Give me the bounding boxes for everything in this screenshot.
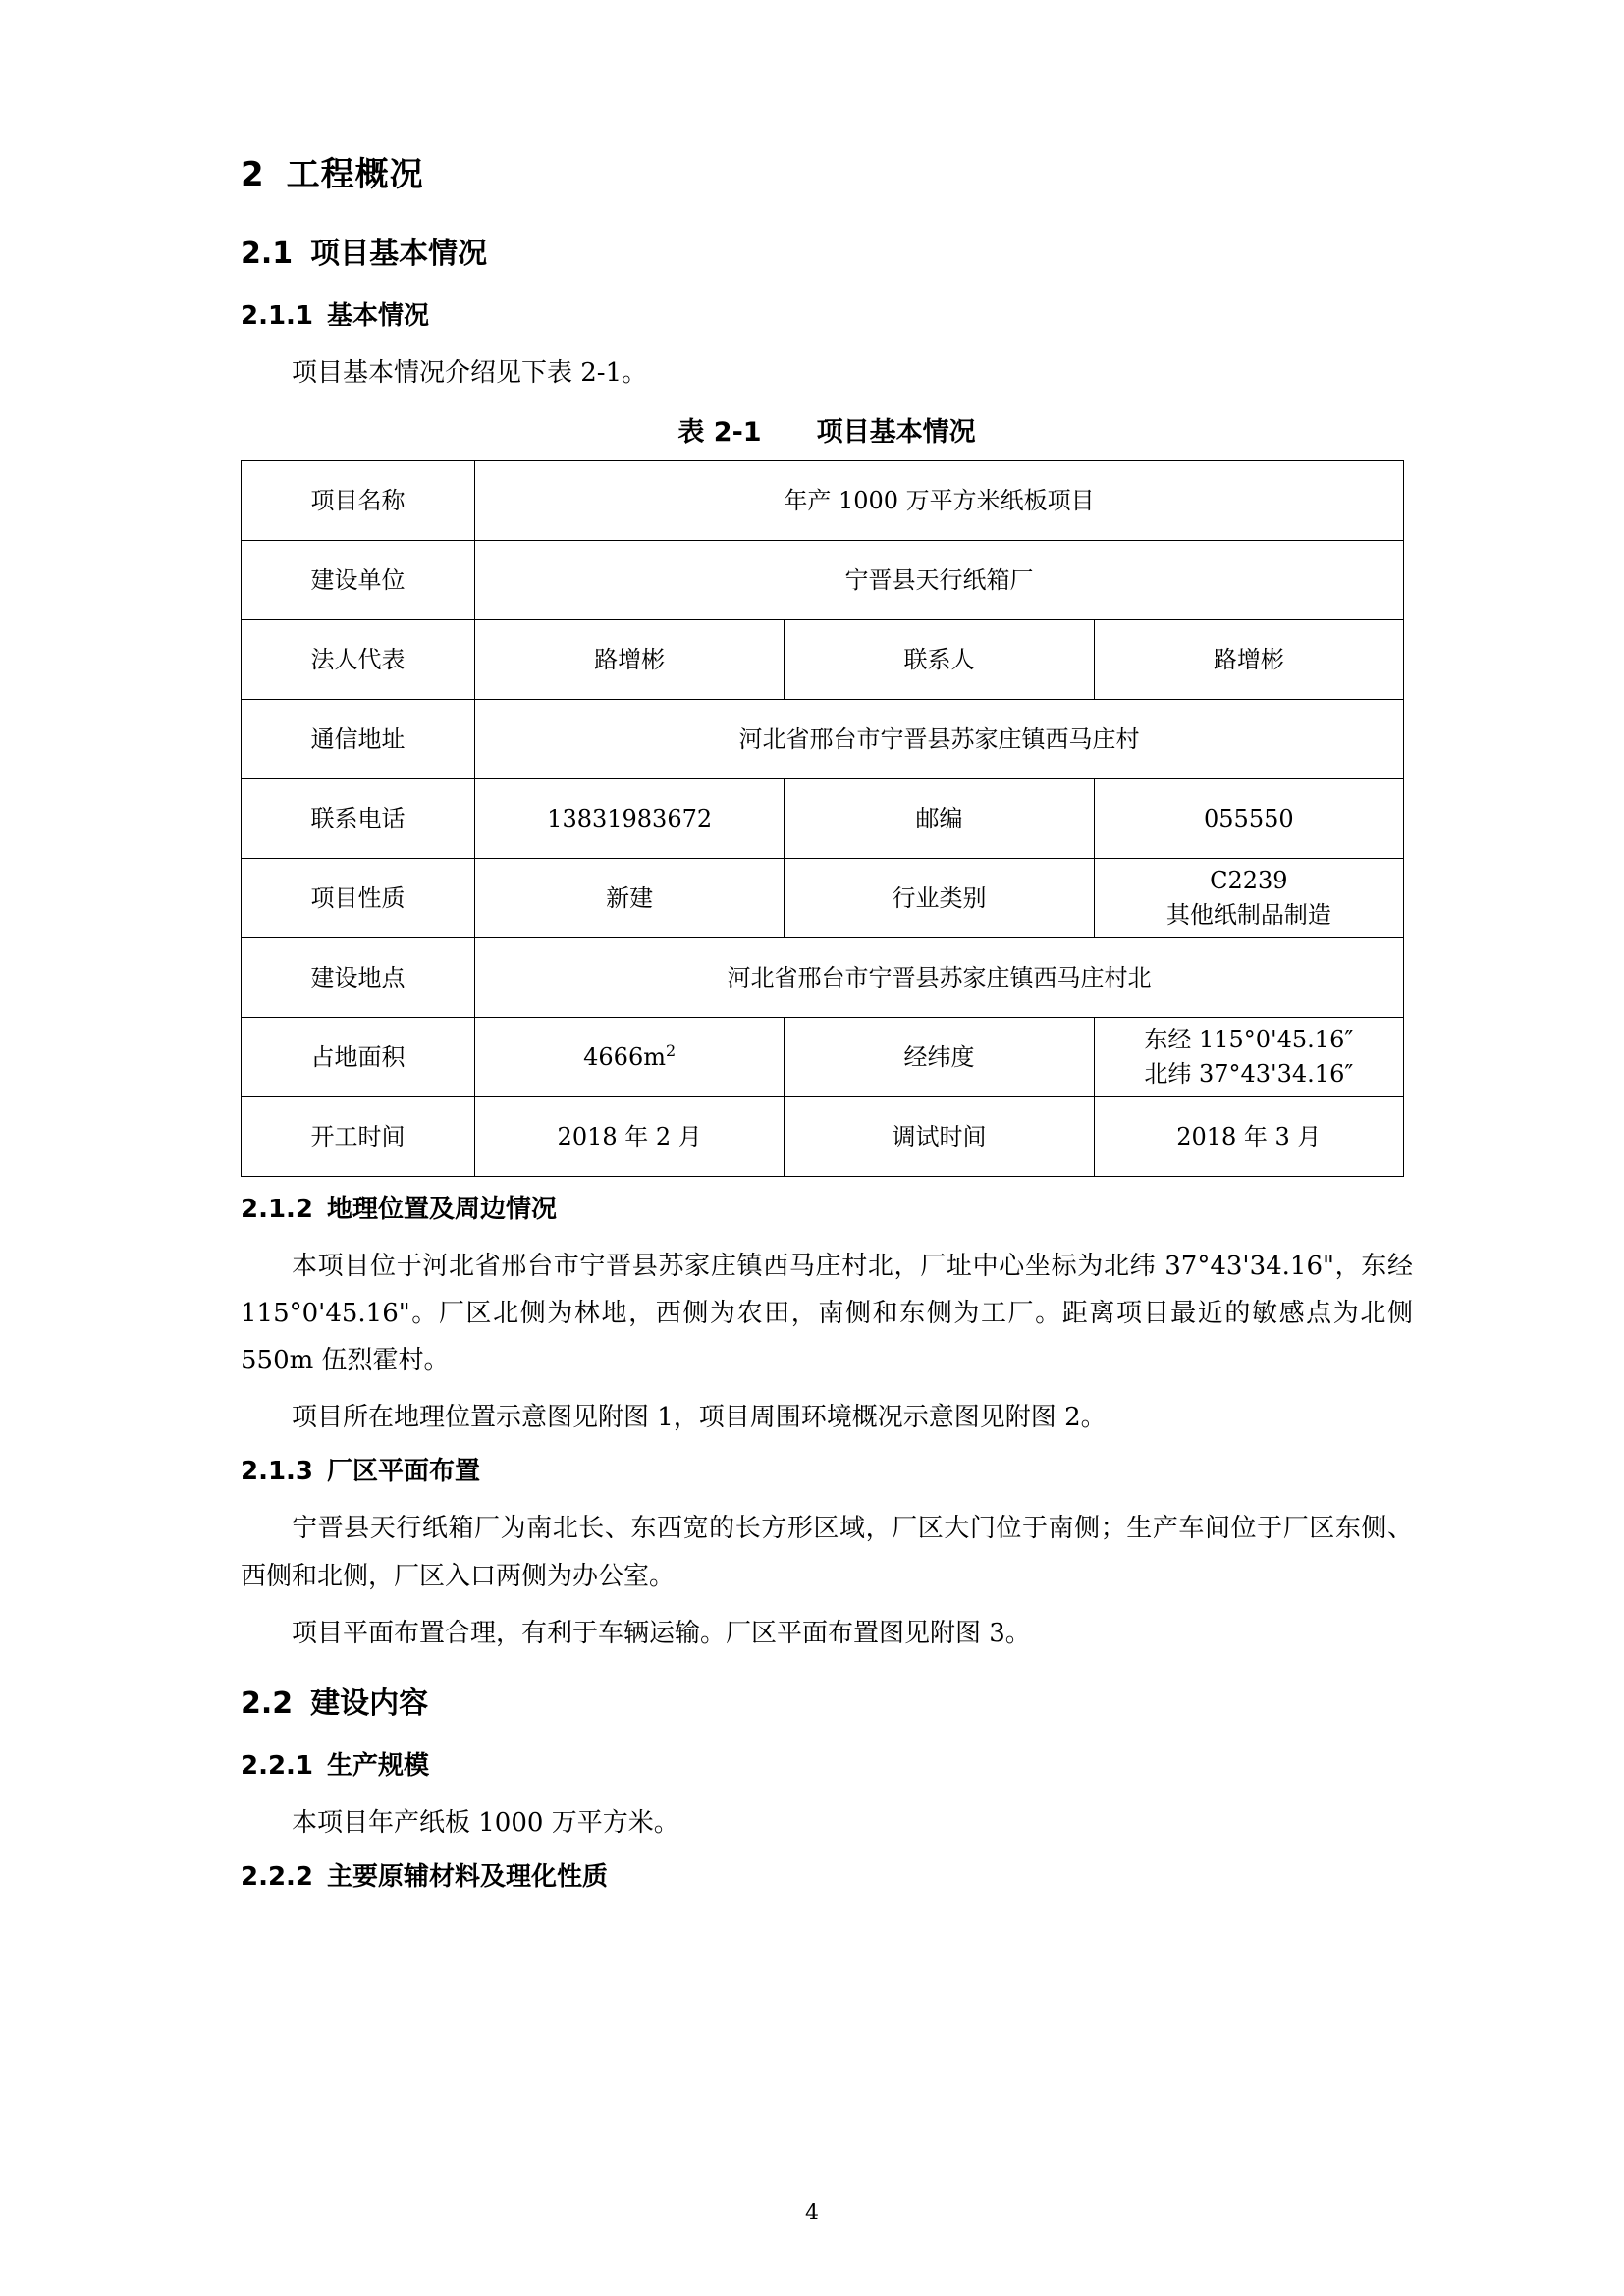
- paragraph-plant-layout: 宁晋县天行纸箱厂为南北长、东西宽的长方形区域，厂区大门位于南侧；生产车间位于厂区东侧、西侧和北侧，厂区入口两侧为办公室。: [241, 1514, 1413, 1591]
- section-number: 2.2.1: [241, 1750, 314, 1781]
- cell-label: 经纬度: [785, 1018, 1094, 1097]
- paragraph-intro-table: 项目基本情况介绍见下表 2-1。: [292, 358, 648, 388]
- table-caption-title: 项目基本情况: [816, 417, 976, 449]
- section-title: 建设内容: [310, 1685, 429, 1721]
- heading-2-2-1: [241, 1745, 1413, 1782]
- cell-label: 通信地址: [242, 700, 475, 779]
- heading-2-1-3: [241, 1451, 1413, 1487]
- heading-2-1-2: [241, 1189, 1413, 1225]
- page-title: [241, 147, 1413, 195]
- section-number: 2.1: [241, 237, 294, 271]
- section-number: 2.1.3: [241, 1457, 314, 1487]
- cell-value: [475, 1018, 785, 1097]
- cell-value: 新建: [475, 859, 785, 938]
- heading-2-1-1: [241, 295, 1413, 332]
- project-basic-info-table: [241, 460, 1404, 1177]
- cell-label: 行业类别: [785, 859, 1094, 938]
- cell-value: 2018 年 3 月: [1094, 1097, 1403, 1177]
- cell-label: 项目名称: [242, 461, 475, 541]
- cell-value: 河北省邢台市宁晋县苏家庄镇西马庄村: [475, 700, 1404, 779]
- longitude: 东经 115°0'45.16″: [1144, 1026, 1354, 1054]
- table-row: [242, 461, 1404, 541]
- page-number: 4: [805, 2201, 819, 2225]
- cell-label: 建设地点: [242, 938, 475, 1018]
- cell-label: 占地面积: [242, 1018, 475, 1097]
- cell-label: 开工时间: [242, 1097, 475, 1177]
- heading-2-2: [241, 1679, 1413, 1722]
- cell-value: 路增彬: [475, 620, 785, 700]
- cell-label: 邮编: [785, 779, 1094, 859]
- paragraph-location: 本项目位于河北省邢台市宁晋县苏家庄镇西马庄村北，厂址中心坐标为北纬 37°43'34.16"，东经 115°0'45.16"。厂区北侧为林地，西侧为农田，南侧和东侧为工厂。距离项目最近的敏感点为北侧 550m 伍烈霍村。: [241, 1252, 1413, 1376]
- cell-label: 法人代表: [242, 620, 475, 700]
- section-title: 基本情况: [327, 301, 430, 331]
- table-row: [242, 700, 1404, 779]
- cell-value: [1094, 1018, 1403, 1097]
- cell-label: 项目性质: [242, 859, 475, 938]
- paragraph-location-figures: 项目所在地理位置示意图见附图 1，项目周围环境概况示意图见附图 2。: [292, 1403, 1107, 1433]
- cell-label: 联系人: [785, 620, 1094, 700]
- area-unit-exponent: 2: [665, 1041, 677, 1061]
- section-number: 2.1.1: [241, 301, 314, 331]
- cell-value: 宁晋县天行纸箱厂: [475, 541, 1404, 620]
- cell-value: 055550: [1094, 779, 1403, 859]
- heading-2-2-2: [241, 1856, 1413, 1893]
- area-value: 4666m: [583, 1043, 666, 1072]
- paragraph-production-scale: 本项目年产纸板 1000 万平方米。: [292, 1807, 679, 1838]
- industry-name: 其他纸制品制造: [1165, 901, 1331, 930]
- cell-value: 2018 年 2 月: [475, 1097, 785, 1177]
- heading-2-1: [241, 229, 1413, 272]
- table-caption-label: 表 2-1: [677, 417, 762, 449]
- table-row: [242, 620, 1404, 700]
- cell-value: [1094, 859, 1403, 938]
- cell-label: 调试时间: [785, 1097, 1094, 1177]
- cell-label: 联系电话: [242, 779, 475, 859]
- section-title: 生产规模: [327, 1750, 430, 1781]
- table-row: [242, 1018, 1404, 1097]
- section-number: 2.2.2: [241, 1861, 314, 1892]
- table-row: [242, 541, 1404, 620]
- section-title: 厂区平面布置: [327, 1457, 481, 1487]
- latitude: 北纬 37°43'34.16″: [1144, 1060, 1354, 1089]
- table-row: [242, 938, 1404, 1018]
- table-row: [242, 779, 1404, 859]
- section-number: 2.2: [241, 1685, 294, 1721]
- table-row: [242, 1097, 1404, 1177]
- section-number: 2.1.2: [241, 1195, 314, 1225]
- cell-label: 建设单位: [242, 541, 475, 620]
- cell-value: 年产 1000 万平方米纸板项目: [475, 461, 1404, 541]
- table-caption: [241, 410, 1413, 449]
- section-title: 工程概况: [286, 155, 424, 194]
- cell-value: 路增彬: [1094, 620, 1403, 700]
- table-row: [242, 859, 1404, 938]
- section-number: 2: [241, 155, 265, 194]
- paragraph-plant-layout-figure: 项目平面布置合理，有利于车辆运输。厂区平面布置图见附图 3。: [292, 1618, 1031, 1648]
- section-title: 项目基本情况: [310, 237, 488, 271]
- section-title: 地理位置及周边情况: [327, 1195, 558, 1225]
- cell-value: 13831983672: [475, 779, 785, 859]
- industry-code: C2239: [1210, 867, 1288, 895]
- cell-value: 河北省邢台市宁晋县苏家庄镇西马庄村北: [475, 938, 1404, 1018]
- section-title: 主要原辅材料及理化性质: [327, 1861, 609, 1892]
